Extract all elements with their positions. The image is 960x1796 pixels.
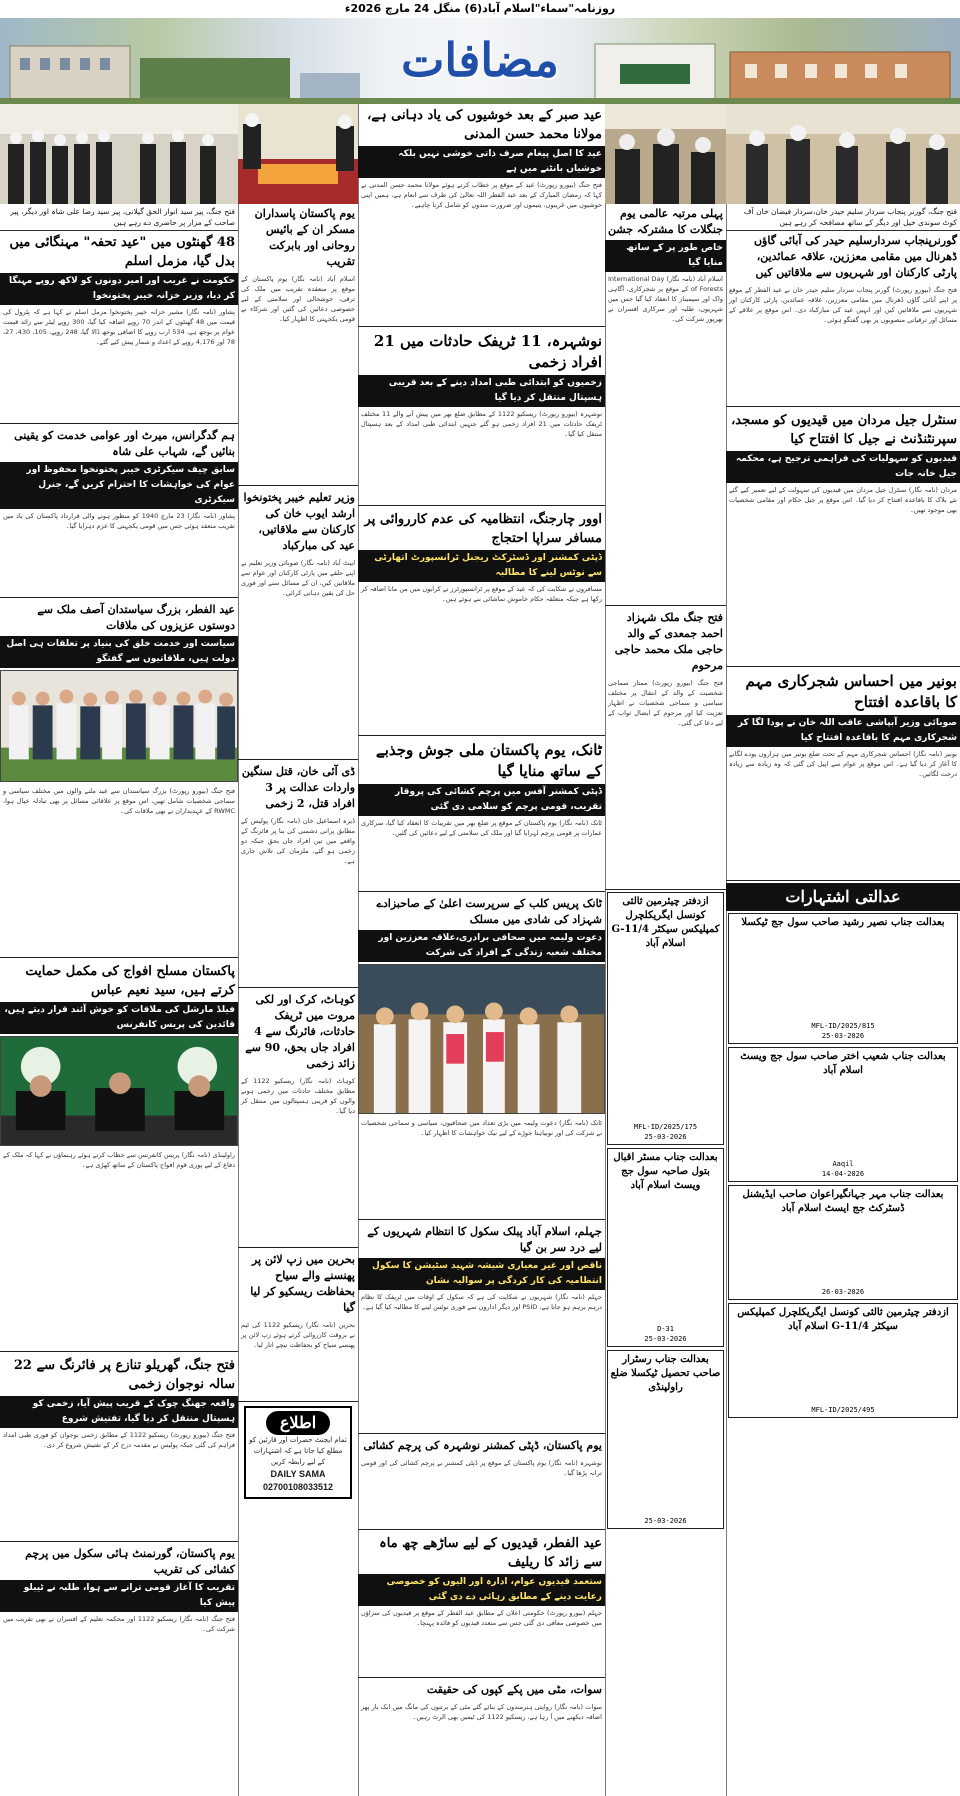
governance-story bbox=[0, 426, 238, 598]
story-subheadline: ستعمد قیدیوں عوام، ادارہ اور الیوں کو خصوصی رعایت دینے کے مطابق رہائی دے دی گئی bbox=[358, 1574, 605, 1606]
notice-body bbox=[608, 1396, 723, 1516]
story-headline: نوشہرہ، 11 ٹریفک حادثات میں 21 افراد زخمی bbox=[373, 332, 602, 371]
column-c bbox=[358, 104, 605, 1796]
wedding-photo bbox=[358, 964, 605, 1114]
notice-brand: DAILY SAMA bbox=[270, 1469, 326, 1479]
plantation-story bbox=[726, 669, 960, 881]
court-notice bbox=[728, 1047, 958, 1182]
story-subheadline: سابق چیف سیکرٹری خیبر پختونخوا محفوظ اور عوام کی خواہشات کا احترام کریں گے، جنرل سیکرٹری bbox=[0, 462, 238, 509]
notice-body bbox=[729, 931, 957, 1021]
story-body: نوشہرہ (بیورو رپورٹ) ریسکیو 1122 کے مطابق ضلع بھر میں پیش آنے والے 11 مختلف ٹریفک حادثات میں 21 افراد زخمی ہو گئے جنہیں ابتدائی طبی امداد کے بعد ہسپتال منتقل کیا گیا۔ bbox=[361, 410, 603, 438]
notice-text: تمام ایجنٹ حضرات اور قارئین کو مطلع کیا جاتا ہے کہ اشتہارات کے لیے رابطہ کریں bbox=[249, 1436, 347, 1466]
notice-body bbox=[729, 1217, 957, 1287]
zipline-story bbox=[238, 1250, 358, 1402]
school-flag-story bbox=[0, 1544, 238, 1685]
jhelum-story bbox=[358, 1222, 605, 1434]
youm-pakistan-ceremony bbox=[238, 204, 358, 486]
story-subheadline: تقریب کا آغاز قومی ترانے سے ہوا، طلبہ نے ٹیبلو پیش کیا bbox=[0, 1580, 238, 1612]
flag-story bbox=[358, 1436, 605, 1530]
notice-body bbox=[608, 952, 723, 1122]
notice-code: Aaqil bbox=[832, 1160, 854, 1168]
story-headline: ٹانک، یوم پاکستان ملی جوش وجذبے کے ساتھ منایا گیا bbox=[375, 741, 602, 780]
notice-code: MFL-ID/2025/495 bbox=[811, 1406, 875, 1414]
murder-story bbox=[238, 762, 358, 988]
story-headline: پاکستان مسلح افواج کی مکمل حمایت کرتے ہیں، سید نعیم عباس bbox=[25, 964, 235, 998]
story-body: فتح جنگ (بیورو رپورٹ) ریسکیو 1122 کے مطابق زخمی نوجوان کو فوری طبی امداد فراہم کی گئی جبکہ پولیس نے مقدمہ درج کر کے تفتیش شروع کر دی۔ bbox=[3, 1431, 235, 1449]
story-headline: وزیر تعلیم خیبر پختونخوا ارشد ایوب خان کی کارکنان سے ملاقاتیں، عید کی مبارکباد bbox=[243, 491, 355, 552]
story-body: راولپنڈی (نامہ نگار) پریس کانفرنس سے خطاب کرتے ہوئے رہنماؤں نے کہا کہ ملک کے دفاع کے لیے پوری قوم افواج پاکستان کے ساتھ کھڑی ہے۔ bbox=[3, 1151, 235, 1169]
notice-date: 14-04-2026 bbox=[821, 1170, 865, 1178]
story-body: مسافروں نے شکایت کی کہ عید کے موقع پر ٹرانسپورٹرز نے کرایوں میں من مانا اضافہ کر رکھا ہے جبکہ متعلقہ حکام خاموش تماشائی بنے ہوئے ہیں۔ bbox=[361, 585, 602, 603]
notice-court: بعدالت جناب رسٹرار صاحب تحصیل ٹیکسلا ضلع راولپنڈی bbox=[610, 1354, 721, 1393]
story-headline: سنٹرل جیل مردان میں قیدیوں کو مسجد، سپرنٹنڈنٹ نے جیل کا افتتاح کیا bbox=[731, 413, 957, 447]
story-subheadline: ڈپٹی کمشنر آفس میں پرچم کشائی کی پروقار تقریب، قومی پرچم کو سلامی دی گئی bbox=[358, 784, 605, 816]
court-notice bbox=[607, 1148, 724, 1347]
story-body: فتح جنگ (بیورو رپورٹ) بزرگ سیاستدان سے عید ملنے والوں میں مختلف سیاسی و سماجی شخصیات شامل تھیں، اس موقع پر علاقائی مسائل پر بھی تبادلہ خیال ہوا، RWMC کے عہدیداران نے بھی ملاقات کی۔ bbox=[3, 787, 235, 815]
court-notice bbox=[607, 892, 724, 1145]
story-headline: ڈی آئی خان، قتل سنگین واردات عدالت پر 3 افراد قتل، 2 زخمی bbox=[241, 765, 355, 810]
story-headline: فتح جنگ ملک شہزاد احمد جمعدی کے والد حاجی ملک محمد حاجی مرحوم bbox=[614, 611, 723, 672]
story-headline: فتح جنگ، گھریلو تنازع پر فائرنگ سے 22 سالہ نوجوان زخمی bbox=[13, 1358, 235, 1392]
shrine-photo bbox=[238, 104, 358, 204]
court-notice bbox=[728, 1303, 958, 1418]
notice-date: 25-03-2026 bbox=[821, 1032, 865, 1040]
story-headline: بحرین میں زپ لائن پر پھنسنے والے سیاح بحفاظت ریسکیو کر لیا گیا bbox=[250, 1253, 355, 1314]
story-body: بونیر (نامہ نگار) احساس شجرکاری مہم کے تحت ضلع بونیر میں ہزاروں پودے لگانے کا آغاز کر دیا گیا ہے۔ اس موقع پر عوام سے اپیل کی گئی کہ وہ زیادہ سے زیادہ درخت لگائیں۔ bbox=[729, 750, 957, 778]
story-subheadline: خاص طور پر کے ساتھ منایا گیا bbox=[605, 240, 726, 272]
notice-date: 25-03-2026 bbox=[644, 1133, 687, 1141]
group-photo bbox=[0, 670, 238, 782]
notice-body bbox=[729, 1079, 957, 1159]
story-subheadline: حکومت نے غریب اور امیر دونوں کو لاکھ روپے مہنگا کر دیا، وزیر خزانہ خیبر پختونخوا bbox=[0, 273, 238, 305]
story-body: نوشہرہ (نامہ نگار) یوم پاکستان کے موقع پر ڈپٹی کمشنر نے پرچم کشائی کی اور قومی ترانہ پڑھا گیا۔ bbox=[361, 1459, 602, 1477]
story-body: ٹانک (نامہ نگار) یوم پاکستان کے موقع پر ضلع بھر میں تقریبات کا انعقاد کیا گیا، سرکاری عمارات پر قومی پرچم لہرایا گیا اور ملک کی سلامتی کے لیے دعائیں کی گئیں۔ bbox=[361, 819, 602, 837]
story-subheadline: واقعہ جھنگ چوک کے قریب پیش آیا، زخمی کو ہسپتال منتقل کر دیا گیا، تفتیش شروع bbox=[0, 1396, 238, 1428]
governor-story bbox=[726, 231, 960, 407]
story-body: اسلام آباد (نامہ نگار) یوم پاکستان کے موقع پر منعقدہ تقریب میں ملک کی ترقی، خوشحالی اور سلامتی کے لیے خصوصی دعائیں کی گئیں اور شرکاء نے قومی یکجہتی کا اظہار کیا۔ bbox=[241, 275, 355, 323]
story-body: فتح جنگ (بیورو رپورٹ) عید کے موقع پر خطاب کرتے ہوئے مولانا محمد حسن المدنی نے کہا کہ رمضان المبارک کے بعد عید الفطر اللہ تعالیٰ کی طرف سے انعام ہے، ہمیں اپنی خوشیوں میں غریبوں، یتیموں اور ضرورت مندوں کو شامل کرنا چاہیے۔ bbox=[361, 181, 602, 209]
story-body: پشاور (نامہ نگار) مشیر خزانہ خیبر پختونخوا مزمل اسلم نے کہا ہے کہ پٹرول کی قیمت میں 48 گھنٹوں کے اندر 70 روپے اضافہ کیا گیا، 300 روپے لیٹر سے زائد قیمت عوام پر بوجھ ہے، 534 ارب روپے کا اضافی بوجھ ڈالا گیا، 248 روپے، 105، 430، 27، 78 اور 4,176 روپے کے اعداد و شمار پیش کیے گئے۔ bbox=[3, 308, 235, 346]
story-headline: عید الفطر، قیدیوں کے لیے ساڑھے چھ ماہ سے زائد کا ریلیف bbox=[379, 1536, 602, 1570]
story-body: فتح جنگ (بیورو رپورٹ) گورنر پنجاب سردار سلیم حیدر خان نے عید الفطر کے موقع پر اپنے آبائی گاؤں ڈھرنال میں مقامی معززین، علاقہ عمائدین، پارٹی کارکنان اور شہریوں سے ملاقاتیں کیں اور انہیں عید کی مبارکباد دی۔ اس موقع پر علاقے کے مسائل اور ترقیاتی منصوبوں پر بھی گفتگو ہوئی۔ bbox=[729, 286, 957, 324]
story-subheadline: ڈپٹی کمشنر اور ڈسٹرکٹ ریجنل ٹرانسپورٹ اتھارٹی سے نوٹس لینے کا مطالبہ bbox=[358, 550, 605, 582]
story-headline: عید الفطر، بزرگ سیاستدان آصف ملک سے دوستوں عزیزوں کی ملاقات bbox=[37, 603, 235, 632]
inflation-story bbox=[0, 231, 238, 424]
notice-court: ازدفتر چیئرمین ثالثی کونسل ایگریکلچرل کمپلیکس سیکٹر G-11/4 اسلام آباد bbox=[611, 896, 720, 949]
condolence-story bbox=[605, 608, 726, 890]
story-subheadline: سیاست اور خدمت خلق کی بنیاد پر تعلقات ہی اصل دولت ہیں، ملاقاتیوں سے گفتگو bbox=[0, 636, 238, 668]
column-e bbox=[0, 104, 238, 1796]
story-subheadline: ناقص اور غیر معیاری شیشہ شہید سٹیشن کا سکول انتظامیہ کی کار کردگی پر سوالیہ نشان bbox=[358, 1258, 605, 1290]
photo-caption: فتح جنگ، گورنر پنجاب سردار سلیم حیدر خان،سردار فیضان خان آف کوٹ سوندی خیل اور دیگر کے ساتھ مصافحہ کر رہے ہیں bbox=[726, 204, 960, 231]
story-body: جہلم (بیورو رپورٹ) حکومتی اعلان کے مطابق عید الفطر کے موقع پر قیدیوں کی سزاؤں میں خصوصی معافی دی گئی جس سے متعدد قیدیوں کو فائدہ پہنچا۔ bbox=[361, 1609, 602, 1627]
story-body: ٹانک (نامہ نگار) دعوت ولیمہ میں بڑی تعداد میں صحافیوں، سیاسی و سماجی شخصیات نے شرکت کی اور نوبیاہتا جوڑے کے لیے نیک خواہشات کا اظہار کیا۔ bbox=[361, 1119, 602, 1137]
story-subheadline: فیلڈ مارشل کی ملاقات کو خوش آئند قرار دیتے ہیں، قائدین کی پریس کانفرنس bbox=[0, 1002, 238, 1034]
press-conference-story bbox=[0, 960, 238, 1352]
eid-meeting-story bbox=[0, 600, 238, 958]
story-headline: اوور چارجنگ، انتظامیہ کی عدم کارروائی پر مسافر سراپا احتجاج bbox=[364, 512, 602, 546]
court-notice bbox=[728, 913, 958, 1044]
story-headline: عید صبر کے بعد خوشیوں کی یاد دہانی ہے، مولانا محمد حسن المدنی bbox=[367, 108, 602, 142]
story-subheadline: دعوت ولیمہ میں صحافی برادری،علاقہ معززین اور مختلف شعبہ زندگی کے افراد کی شرکت bbox=[358, 930, 605, 962]
court-notice bbox=[728, 1185, 958, 1300]
photo-caption: فتح جنگ، پیر سید انوار الحق گیلانی، پیر سید رضا علی شاہ اور دیگر، پیر صاحب کے مزار پر حاضری دے رہے ہیں bbox=[0, 204, 238, 231]
story-body: مردان (نامہ نگار) سنٹرل جیل مردان میں قیدیوں کی سہولت کے لیے تعمیر کیے گئے نئے بلاک کا باقاعدہ افتتاح کر دیا گیا۔ اس موقع پر جیل حکام اور مقامی شخصیات بھی موجود تھیں۔ bbox=[729, 486, 957, 514]
meeting-photo bbox=[605, 104, 726, 204]
story-body: جہلم (نامہ نگار) شہریوں نے شکایت کی ہے کہ سکول کے اوقات میں ٹریفک کا نظام درہم برہم ہو جاتا ہے، PSID اور دیگر اداروں سے فوری نوٹس لینے کا مطالبہ کیا گیا ہے۔ bbox=[361, 1293, 602, 1311]
notice-court: بعدالت جناب شعیب اختر صاحب سول جج ویسٹ اسلام آباد bbox=[740, 1051, 946, 1076]
story-body: فتح جنگ (بیورو رپورٹ) ممتاز سماجی شخصیت کے والد کے انتقال پر مختلف سیاسی و سماجی شخصیات نے اظہار تعزیت کیا اور مرحوم کے ایصال ثواب کے لیے دعا کی گئی۔ bbox=[608, 679, 723, 727]
story-headline: گورنرپنجاب سردارسلیم حیدر کی آبائی گاؤں ڈھرنال میں مقامی معززین، علاقہ عمائدین، پارٹی کارکنان اور شہریوں سے ملاقاتیں کیں bbox=[753, 234, 957, 279]
press-conference-photo bbox=[0, 1036, 238, 1146]
story-headline: بونیر میں احساس شجرکاری مہم کا باقاعدہ افتتاح bbox=[745, 672, 957, 711]
accidents-story bbox=[238, 990, 358, 1248]
story-headline: ٹانک پریس کلب کے سرپرست اعلیٰ کے صاحبزادے شہزاد کی شادی میں مسلک bbox=[376, 897, 602, 926]
section-title: مضافات bbox=[401, 33, 559, 87]
story-body: بحرین (نامہ نگار) ریسکیو 1122 کی ٹیم نے بروقت کارروائی کرتے ہوئے زپ لائن پر پھنسے سیاح کو بحفاظت نیچے اتار لیا۔ bbox=[241, 1321, 355, 1349]
column-b bbox=[605, 104, 726, 1796]
notice-box bbox=[244, 1406, 352, 1499]
notice-body bbox=[729, 1335, 957, 1405]
story-headline: جہلم، اسلام آباد پبلک سکول کا انتظام شہریوں کے لیے درد سر بن گیا bbox=[367, 1225, 602, 1254]
wedding-story bbox=[358, 894, 605, 1220]
story-body: ایبٹ آباد (نامہ نگار) صوبائی وزیر تعلیم نے اپنے حلقے میں پارٹی کارکنان اور عوام سے ملاقاتیں کیں، ان کے مسائل سنے اور فوری حل کی یقین دہانی کرائی۔ bbox=[241, 559, 355, 597]
story-body: پشاور (نامہ نگار) 23 مارچ 1940 کو منظور ہونے والی قرارداد پاکستان کی یاد میں تقریب منعقد ہوئی جس میں قومی یکجہتی کا عزم دہرایا گیا۔ bbox=[3, 512, 236, 530]
court-notice bbox=[607, 1350, 724, 1529]
notice-code: MFL-ID/2025/175 bbox=[633, 1123, 698, 1131]
notice-title: اطلاع bbox=[266, 1411, 330, 1435]
tank-story bbox=[358, 738, 605, 892]
story-subheadline: زخمیوں کو ابتدائی طبی امداد دینے کے بعد قریبی ہسپتال منتقل کر دیا گیا bbox=[358, 375, 605, 407]
forests-story bbox=[605, 204, 726, 606]
story-headline: ہم گدگرانس، میرٹ اور عوامی خدمت کو یقینی بنائیں گے، شہاب علی شاہ bbox=[14, 429, 235, 458]
story-headline: کوہاٹ، کرک اور لکی مروت میں ٹریفک حادثات، فائرنگ سے 4 افراد جاں بحق، 90 سے زائد زخمی bbox=[245, 993, 355, 1070]
story-body: کوہاٹ (نامہ نگار) ریسکیو 1122 کے مطابق مختلف حادثات میں زخمی ہونے والوں کو قریبی ہسپتالوں میں منتقل کر دیا گیا۔ bbox=[241, 1077, 355, 1115]
swat-story bbox=[358, 1680, 605, 1796]
notice-court: بعدالت جناب مسٹر اقبال بتول صاحبہ سول جج ویسٹ اسلام آباد bbox=[613, 1152, 718, 1191]
story-body: سوات (نامہ نگار) روایتی ہنرمندوں کے بنائے گئے مٹی کے برتنوں کی مانگ میں ایک بار پھر اضافہ دیکھنے میں آ رہا ہے، ریسکیو 1122 کی ٹیمیں بھی الرٹ رہیں۔ bbox=[361, 1703, 602, 1721]
overcharging-story bbox=[358, 508, 605, 736]
firing-story bbox=[0, 1354, 238, 1542]
notice-court: ازدفتر چیئرمین ثالثی کونسل ایگریکلچرل کمپلیکس سیکٹر G-11/4 اسلام آباد bbox=[737, 1307, 949, 1332]
prisoners-story bbox=[358, 1532, 605, 1678]
masthead-banner bbox=[0, 18, 960, 104]
notice-code: D-31 bbox=[657, 1325, 674, 1333]
story-body: اسلام آباد (نامہ نگار) International Day of Forests کے موقع پر شجرکاری، آگاہی واک اور سیمینار کا انعقاد کیا گیا جس میں شہریوں، طلبہ اور سرکاری افسران نے بھرپور شرکت کی۔ bbox=[608, 275, 723, 323]
nowshera-story bbox=[358, 329, 605, 506]
education-minister-story bbox=[238, 488, 358, 760]
shrine-visit-photo bbox=[0, 104, 238, 204]
story-subheadline: صوبائی وزیر آبپاشی عاقب اللہ خان نے پودا لگا کر شجرکاری مہم کا باقاعدہ افتتاح کیا bbox=[726, 715, 960, 747]
governor-photo bbox=[726, 104, 960, 204]
notice-date: 26-03-2026 bbox=[821, 1288, 865, 1296]
column-a bbox=[726, 104, 960, 1796]
story-subheadline: قیدیوں کو سہولیات کی فراہمی ترجیح ہے، محکمہ جیل خانہ جات bbox=[726, 451, 960, 483]
notice-date: 25-03-2026 bbox=[644, 1517, 687, 1525]
eid-story bbox=[358, 104, 605, 327]
column-d bbox=[238, 104, 358, 1796]
story-headline: پہلی مرتبہ عالمی یوم جنگلات کا مشترکہ جشن bbox=[608, 207, 723, 236]
notice-court: بعدالت جناب مہر جہانگیراعوان صاحب ایڈیشنل ڈسٹرکٹ جج ایسٹ اسلام آباد bbox=[742, 1189, 944, 1214]
notice-phone: 02700108033512 bbox=[262, 1482, 334, 1492]
story-headline: یوم پاکستان، ڈپٹی کمشنر نوشہرہ کی پرچم کشائی bbox=[363, 1439, 602, 1452]
story-headline: یوم پاکستان، گورنمنٹ ہائی سکول میں پرچم کشائی کی تقریب bbox=[25, 1547, 235, 1576]
jail-story bbox=[726, 409, 960, 667]
story-headline: یوم پاکستان پاسداران مسکر ان کے بائیس روحانی اور بابرکت تقریب bbox=[254, 207, 355, 268]
notice-code: MFL-ID/2025/815 bbox=[811, 1022, 875, 1030]
notice-date: 25-03-2026 bbox=[644, 1335, 687, 1343]
story-body: ڈیرہ اسماعیل خان (نامہ نگار) پولیس کے مطابق پرانی دشمنی کی بنا پر فائرنگ کے واقعے میں تین افراد جاں بحق جبکہ دو زخمی ہو گئے، ملزمان کی تلاش جاری ہے۔ bbox=[241, 817, 355, 865]
notice-body bbox=[608, 1194, 723, 1324]
story-headline: سوات، مٹی میں پکے کپوں کی حقیقت bbox=[426, 1683, 602, 1696]
story-subheadline: عید کا اصل پیغام صرف ذاتی خوشی نہیں بلکہ خوشیاں بانٹنے میں ہے bbox=[358, 146, 605, 178]
notice-court: بعدالت جناب نصیر رشید صاحب سول جج ٹیکسلا bbox=[741, 917, 945, 928]
notices-section-title: عدالتی اشتہارات bbox=[726, 883, 960, 911]
masthead-dateline: روزنامہ"سماء"اسلام آباد(6) منگل 24 مارچ 2026ء bbox=[344, 2, 616, 15]
story-body: فتح جنگ (نامہ نگار) ریسکیو 1122 اور محکمہ تعلیم کے افسران نے بھی تقریب میں شرکت کی۔ bbox=[3, 1615, 235, 1633]
story-headline: 48 گھنٹوں میں "عید تحفہ" مہنگائی میں بدل گیا، مزمل اسلم bbox=[9, 235, 235, 269]
